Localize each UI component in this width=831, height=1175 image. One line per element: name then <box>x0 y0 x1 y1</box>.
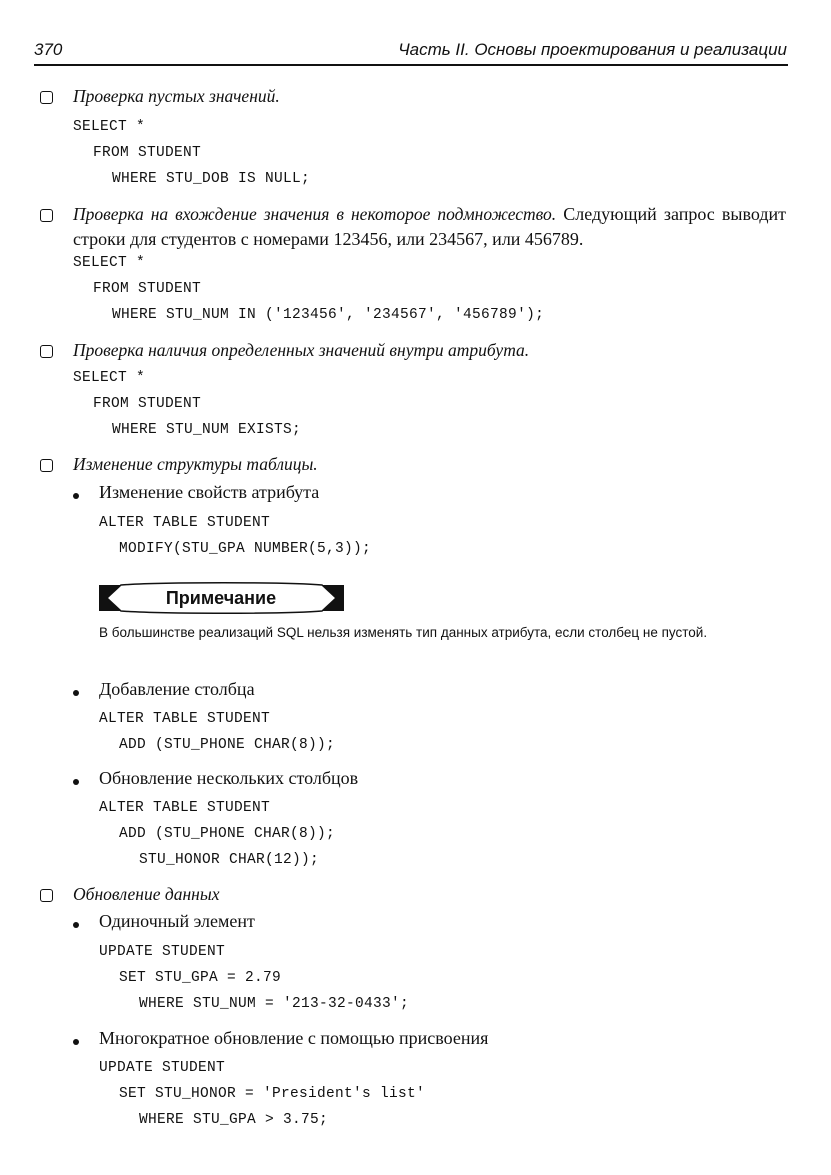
bullet-label: Обновление нескольких столбцов <box>99 768 359 788</box>
code-line: WHERE STU_GPA > 3.75; <box>139 1112 329 1128</box>
code-line: WHERE STU_NUM IN ('123456', '234567', '456789'); <box>112 307 545 323</box>
code-line: ALTER TABLE STUDENT <box>99 711 271 727</box>
bullet-icon <box>73 779 79 785</box>
code-line: FROM STUDENT <box>93 281 202 297</box>
item-title-in-check: Проверка на вхождение значения в некоторое подмножество. <box>73 204 557 224</box>
bullet-icon <box>73 922 79 928</box>
code-line: SELECT * <box>73 370 146 386</box>
running-header-title: Часть II. Основы проектирования и реализации <box>398 40 787 59</box>
header-rule <box>34 64 788 66</box>
bullet-icon <box>73 690 79 696</box>
code-line: ALTER TABLE STUDENT <box>99 800 271 816</box>
bullet-label: Многократное обновление с помощью присвоения <box>99 1028 489 1048</box>
item-title-exists-check: Проверка наличия определенных значений внутри атрибута. <box>73 340 530 360</box>
checkbox-bullet-icon <box>40 209 53 222</box>
code-line: MODIFY(STU_GPA NUMBER(5,3)); <box>119 541 372 557</box>
checkbox-bullet-icon <box>40 889 53 902</box>
bullet-label: Добавление столбца <box>99 679 255 699</box>
checkbox-bullet-icon <box>40 459 53 472</box>
note-text: В большинстве реализаций SQL нельзя изменять тип данных атрибута, если столбец не пустой. <box>99 625 708 640</box>
bullet-label: Одиночный элемент <box>99 911 255 931</box>
code-line: ADD (STU_PHONE CHAR(8)); <box>119 826 336 842</box>
code-line: ALTER TABLE STUDENT <box>99 515 271 531</box>
item-title-alter: Изменение структуры таблицы. <box>73 454 318 474</box>
code-line: SET STU_HONOR = 'President's list' <box>119 1086 426 1102</box>
code-line: WHERE STU_DOB IS NULL; <box>112 171 311 187</box>
code-line: UPDATE STUDENT <box>99 1060 226 1076</box>
bullet-label: Изменение свойств атрибута <box>99 482 320 502</box>
note-label: Примечание <box>165 588 277 608</box>
code-line: SELECT * <box>73 119 146 135</box>
page-number: 370 <box>34 40 63 59</box>
code-line: FROM STUDENT <box>93 396 202 412</box>
code-line: SET STU_GPA = 2.79 <box>119 970 282 986</box>
item-title-update: Обновление данных <box>73 884 220 904</box>
checkbox-bullet-icon <box>40 91 53 104</box>
code-line: FROM STUDENT <box>93 145 202 161</box>
code-line: WHERE STU_NUM = '213-32-0433'; <box>139 996 410 1012</box>
note-banner <box>99 581 344 615</box>
code-line: STU_HONOR CHAR(12)); <box>139 852 320 868</box>
checkbox-bullet-icon <box>40 345 53 358</box>
item-text-in-check: Следующий запрос выводит строки для студентов с номерами 123456, или 234567, или 456789. <box>73 204 787 249</box>
code-line: ADD (STU_PHONE CHAR(8)); <box>119 737 336 753</box>
bullet-icon <box>73 1039 79 1045</box>
item-paragraph-in-check <box>73 202 786 252</box>
item-title-null-check: Проверка пустых значений. <box>73 86 280 106</box>
code-line: UPDATE STUDENT <box>99 944 226 960</box>
code-line: WHERE STU_NUM EXISTS; <box>112 422 302 438</box>
bullet-icon <box>73 493 79 499</box>
code-line: SELECT * <box>73 255 146 271</box>
